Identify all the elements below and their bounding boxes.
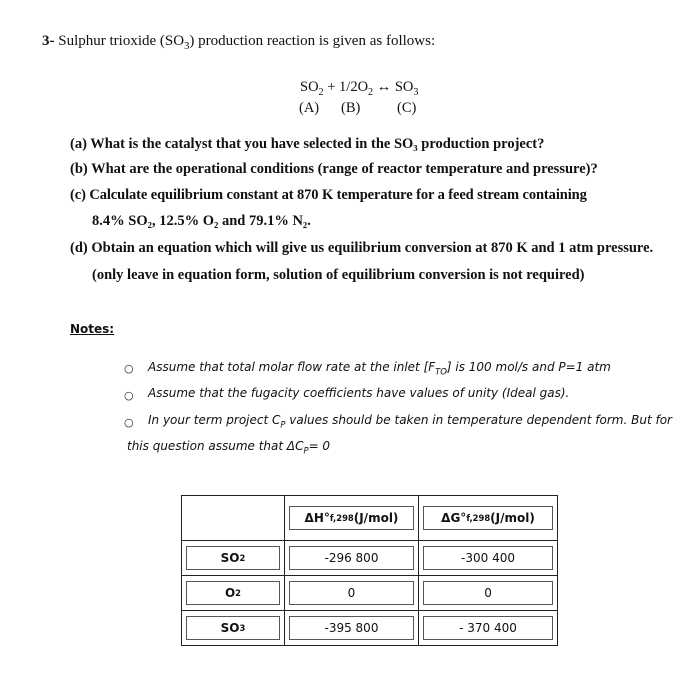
table-row (182, 576, 558, 611)
question-c-line1: (c) Calculate equilibrium constant at 870 K temperature for a feed stream containing (70, 187, 587, 203)
question-c-line2: 8.4% SO₂, 12.5% O₂ and 79.1% N₂. (92, 213, 311, 229)
dg-cell: - 370 400 (419, 611, 558, 646)
species-label-b: (B) (341, 100, 361, 116)
note-3: In your term project $C_P$ values should be taken in temperature dependent form. But for (148, 413, 672, 430)
table-row (182, 541, 558, 576)
dg-cell: -300 400 (419, 541, 558, 576)
species-cell: SO 3 (182, 611, 285, 646)
question-d-line2: (only leave in equation form, solution of equilibrium conversion is not required) (92, 267, 585, 283)
notes-title: Notes: (70, 322, 115, 336)
table-row (182, 611, 558, 646)
table-header-row (182, 496, 558, 541)
bullet-icon: ○ (124, 389, 134, 402)
reaction-equation: $SO_2 + 1/2O_2$ ↔ $SO_3$ (300, 79, 419, 98)
species-label-a: (A) (299, 100, 320, 116)
problem-heading: 3- Sulphur trioxide $(SO_3)$ production reaction is given as follows: (42, 33, 436, 52)
thermo-table (181, 495, 558, 646)
table-header-dh: ΔH° f,298 (J/mol) (284, 496, 418, 541)
dh-cell: -296 800 (284, 541, 418, 576)
problem-number: 3- (42, 33, 55, 49)
species-label-c: (C) (397, 100, 417, 116)
note-3-line2: this question assume that $\Delta C_P= 0$ (127, 439, 331, 456)
note-2: Assume that the fugacity coefficients have values of unity (Ideal gas). (148, 386, 570, 400)
note-1: Assume that total molar flow rate at the inlet $[F_{TO}]$ is 100 mol/s and P=1 atm (148, 360, 611, 377)
dh-cell: -395 800 (284, 611, 418, 646)
species-cell: SO 2 (182, 541, 285, 576)
dh-cell: 0 (284, 576, 418, 611)
bullet-icon: ○ (124, 362, 134, 375)
equilibrium-arrow: ↔ (373, 79, 395, 95)
dg-cell: 0 (419, 576, 558, 611)
table-header-dg: ΔG° f,298 (J/mol) (419, 496, 558, 541)
question-d-line1: (d) Obtain an equation which will give us equilibrium conversion at 870 K and 1 atm pressure. (70, 240, 654, 256)
question-a: (a) What is the catalyst that you have selected in the SO₃ production project? (70, 136, 545, 152)
question-b: (b) What are the operational conditions (range of reactor temperature and pressure)? (70, 161, 598, 177)
table-header-empty (182, 496, 285, 541)
bullet-icon: ○ (124, 416, 134, 429)
species-cell: O 2 (182, 576, 285, 611)
